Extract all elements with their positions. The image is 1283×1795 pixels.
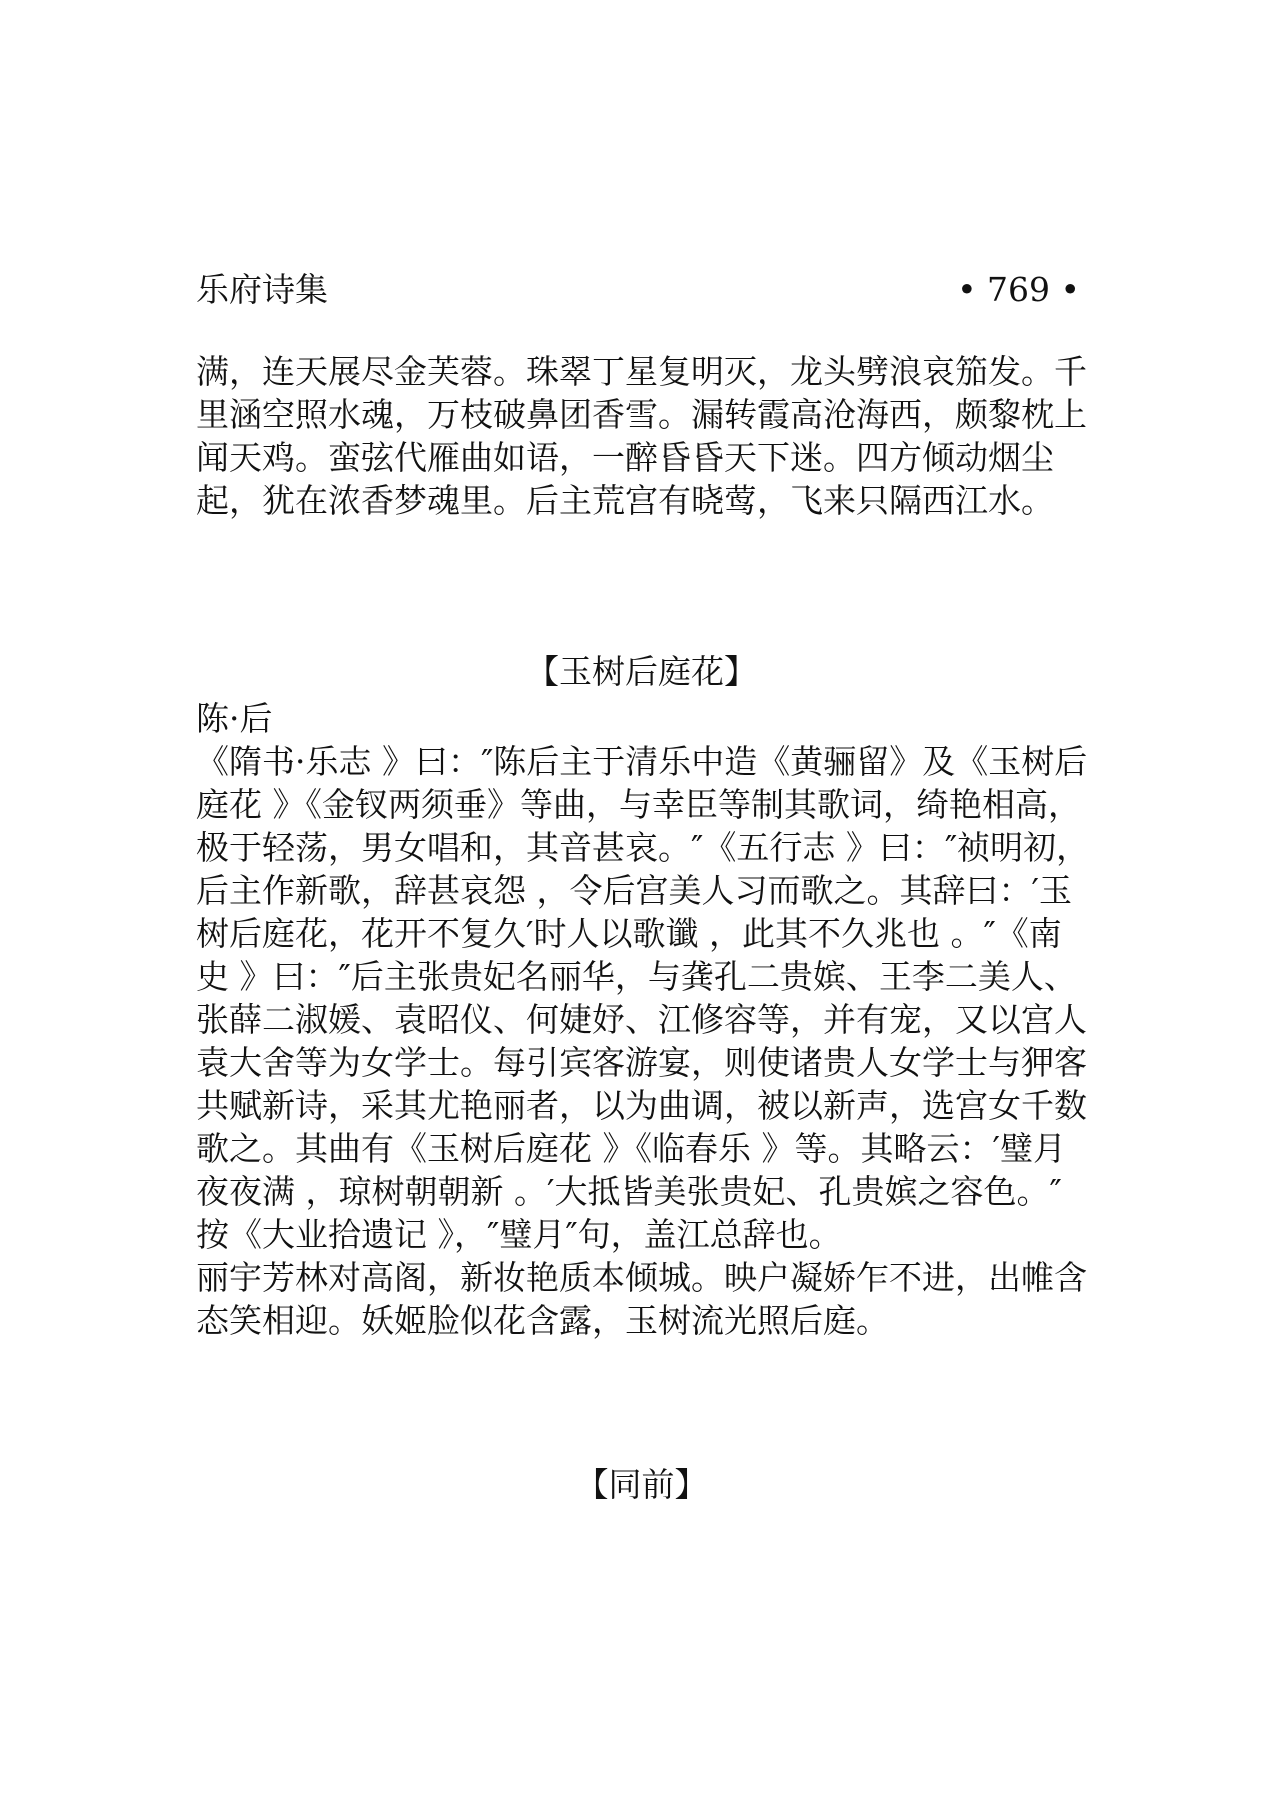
page-header xyxy=(196,268,1080,312)
commentary-text: 《隋书·乐志 》曰：″陈后主于清乐中造《黄骊留》及《玉树后庭花 》《金钗两须垂》等曲，与幸臣等制其歌词，绮艳相高，极于轻荡，男女唱和，其音甚哀。″《五行志 》曰：″祯明初，后主作新歌，辞甚哀怨 ，令后宫美人习而歌之。其辞曰：′玉树后庭花，花开不复久′时人以歌谶 ，此其不久兆也 。″《南史 》曰：″后主张贵妃名丽华，与龚孔二贵嫔、王李二美人、张薛二淑媛、袁昭仪、何婕妤、江修容等，并有宠，又以宫人袁大舍等为女学士。每引宾客游宴，则使诸贵人女学士与狎客共赋新诗，采其尤艳丽者，以为曲调，被以新声，选宫女千数歌之。其曲有《玉树后庭花 》《临春乐 》等。其略云：′璧月夜夜满 ，琼树朝朝新 。′大抵皆美张贵妃、孔贵嫔之容色。″按《大业拾遗记 》，″璧月″句，盖江总辞也。 xyxy=(196,742,1090,1254)
section-heading-yushu-houtinghua: 【玉树后庭花】 xyxy=(526,652,757,691)
poem-text: 丽宇芳林对高阁，新妆艳质本倾城。映户凝娇乍不进，出帷含态笑相迎。妖姬脸似花含露，玉树流光照后庭。 xyxy=(196,1258,1087,1340)
book-title: 乐府诗集 xyxy=(196,270,328,309)
author-line: 陈·后 xyxy=(196,699,273,738)
section-heading-tongqian: 【同前】 xyxy=(575,1465,708,1504)
section-body xyxy=(196,697,1092,1342)
continued-poem-text: 满，连天展尽金芙蓉。珠翠丁星复明灭，龙头劈浪哀笳发。千里涵空照水魂，万枝破鼻团香雪。漏转霞高沧海西，颇黎枕上闻天鸡。蛮弦代雁曲如语，一醉昏昏天下迷。四方倾动烟尘起，犹在浓香梦魂里。后主荒宫有晓莺，飞来只隔西江水。 xyxy=(196,352,1087,520)
continued-poem xyxy=(196,350,1092,522)
page-number: • 769 • xyxy=(957,270,1080,309)
